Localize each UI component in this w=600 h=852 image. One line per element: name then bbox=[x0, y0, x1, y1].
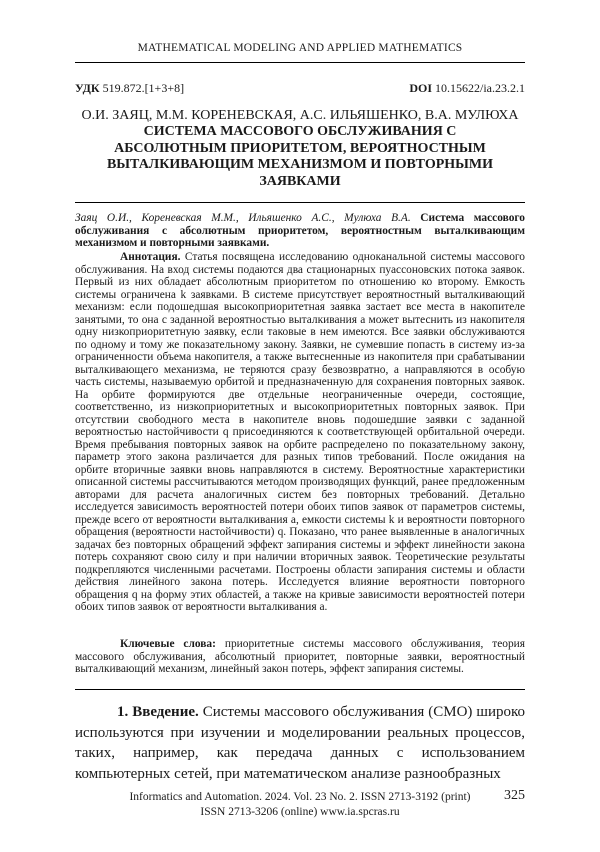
keywords bbox=[75, 638, 525, 676]
doi-value: 10.15622/ia.23.2.1 bbox=[435, 81, 525, 95]
citation-title: Система массового обслуживания с абсолютным приоритетом, вероятностным выталкивающим механизмом и повторными заявками. bbox=[75, 212, 525, 250]
udk-label: УДК bbox=[75, 81, 100, 95]
footer-line-1: Informatics and Automation. 2024. Vol. 23 No. 2. ISSN 2713-3192 (print) bbox=[129, 791, 471, 803]
footer-line-2: ISSN 2713-3206 (online) www.ia.spcras.ru bbox=[200, 806, 400, 818]
intro-heading: 1. Введение. bbox=[117, 704, 199, 720]
article-title: СИСТЕМА МАССОВОГО ОБСЛУЖИВАНИЯ С АБСОЛЮТНЫМ ПРИОРИТЕТОМ, ВЕРОЯТНОСТНЫМ ВЫТАЛКИВАЮЩИМ МЕХАНИЗМОМ И ПОВТОРНЫМИ ЗАЯВКАМИ bbox=[106, 124, 494, 189]
abstract-text: Статья посвящена исследованию одноканальной системы массового обслуживания. На вход системы подаются два стационарных пуассоновских потока заявок. Первый из них обладает абсолютным приоритетом по отношению ко второму. Емкость системы ограничена k заявками. В системе присутствует вероятностный выталкивающий механизм: если подошедшая высокоприоритетная заявка застает все места в накопителе занятыми, то она с заданной вероятностью выталкивания a может вытеснить из накопителя одну низкоприоритетную заявку, если таковые в нем имеются. Все заявки обслуживаются по одному и тому же показательному закону. Заявки, не сумевшие попасть в систему из-за ограниченности объема накопителя, а также вытесненные из накопителя при срабатывании выталкивающего механизма, не теряются сразу безвозвратно, а направляются в особую часть системы, называемую орбитой и предназначенную для сохранения повторных заявок. На орбите формируются две отдельные неограниченные очереди, состоящие, соответственно, из низкоприоритетных и высокоприоритетных повторных заявок. При отсутствии свободного места в накопителе вновь подошедшие заявки с заданной вероятностью настойчивости q присоединяются к соответствующей орбитальной очереди. Время пребывания повторных заявок на орбите распределено по показательному закону, параметр этого закона различается для разных типов требований. После ожидания на орбите вторичные заявки вновь направляются в систему. Вероятностные характеристики описанной системы рассчитываются методом производящих функций, ранее предложенным авторами для расчета аналогичных систем без повторных требований. Детально исследуется зависимость вероятностей потери обоих типов заявок от параметров системы, прежде всего от вероятности выталкивания a, емкости системы k и вероятности повторного обращения (вероятности настойчивости) q. Показано, что ранее выявленные в аналогичных задачах без повторных обращений эффект запирания системы и эффект линейности закона потерь сохраняют свою силу и при наличии вторичных заявок. Теоретические результаты подкрепляются численными расчетами. Построены области запирания системы и области действия линейного закона потерь. Исследуется влияние вероятности повторного обращения q на форму этих областей, а также на кривые зависимости вероятностей потери обоих типов заявок от вероятности выталкивания a. bbox=[75, 251, 525, 613]
header-divider bbox=[75, 62, 525, 63]
running-title: MATHEMATICAL MODELING AND APPLIED MATHEMATICS bbox=[137, 42, 463, 54]
udk-line bbox=[75, 81, 184, 96]
abstract-top-divider bbox=[75, 202, 525, 203]
keywords-text: приоритетные системы массового обслуживания, теория массового обслуживания, абсолютный приоритет, повторные заявки, вероятностный выталкивающий механизм, линейный закон потерь, эффект запирания системы. bbox=[75, 638, 525, 675]
intro-text: Системы массового обслуживания (СМО) широко используются при изучении и моделировании реальных процессов, таких, например, как передача данных с использованием компьютерных сетей, при математическом анализе разнообразных bbox=[75, 704, 525, 782]
abstract bbox=[75, 251, 525, 614]
citation-authors: Заяц О.И., Кореневская М.М., Ильяшенко А.С., Мулюха В.А. bbox=[75, 212, 411, 224]
keywords-label: Ключевые слова: bbox=[120, 638, 216, 650]
doi-label: DOI bbox=[409, 81, 432, 95]
intro-paragraph bbox=[75, 702, 525, 784]
doi-line bbox=[409, 81, 525, 96]
abstract-label: Аннотация. bbox=[120, 251, 181, 263]
abstract-bottom-divider bbox=[75, 689, 525, 690]
article-authors: О.И. ЗАЯЦ, М.М. КОРЕНЕВСКАЯ, А.С. ИЛЬЯШЕНКО, В.А. МУЛЮХА bbox=[81, 108, 519, 123]
page-number: 325 bbox=[504, 788, 525, 803]
udk-value: 519.872.[1+3+8] bbox=[102, 81, 185, 95]
citation bbox=[75, 212, 525, 250]
